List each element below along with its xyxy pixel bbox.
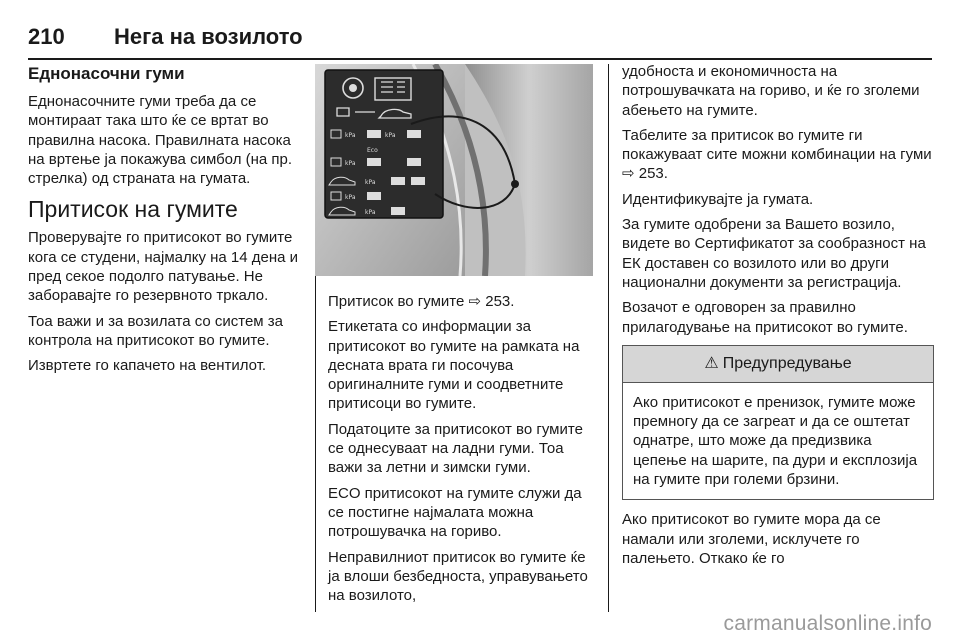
warning-triangle-icon: ⚠ (704, 355, 719, 373)
sticker-unit: kPa (345, 132, 356, 139)
column-divider-right (608, 64, 609, 612)
warning-title: Предупредување (722, 355, 852, 373)
chapter-title: Нега на возилото (114, 24, 303, 49)
paragraph: Возачот е одговорен за правилно прилагодување на притисокот во гумите. (622, 299, 908, 336)
warning-header (623, 346, 933, 383)
paragraph: За гумите одобрени за Вашето возило, видете во Сертификатот за сообразност на ЕК доставен со возилото или во други национални документи за регистрација. (622, 216, 926, 291)
paragraph: Етикетата со информации за притисокот во гумите на рамката на десната врата ги посочува оригиналните гуми и соодветните притисоци во гумите. (328, 318, 580, 413)
sticker-eco-label: Eco (367, 147, 378, 154)
warning-body (623, 383, 933, 499)
paragraph: Еднонасочните гуми треба да се монтираат така што ќе се вртат во правилна насока. Правилната насока на вртење ја покажува симбол (на пр. стрелка) од страната на гумата. (28, 93, 293, 188)
sticker-unit: kPa (385, 132, 396, 139)
paragraph: Идентификувајте ја гумата. (622, 190, 814, 208)
warning-text: Ако притисокот е пренизок, гумите може премногу да се загреат и да се оштетат однатре, што може да предизвика цепење на шарите, па дури и експлозија на гумите при големи брзини. (633, 393, 918, 489)
paragraph: Ако притисокот во гумите мора да се намали или зголеми, исклучете го палењето. Откако ќе го (622, 511, 881, 567)
door-frame-label-illustration (315, 64, 593, 276)
watermark: carmanualsonline.info (723, 612, 932, 635)
column-right (622, 62, 934, 574)
paragraph: Притисок во гумите ⇨ 253. (328, 293, 515, 310)
tyre-pressure-label-photo (315, 64, 593, 276)
section-heading-directional-tyres: Еднонасочни гуми (28, 64, 185, 83)
paragraph: Неправилниот притисок во гумите ќе ја влоши безбедноста, управувањето на возилото, (328, 548, 588, 605)
column-middle (328, 292, 594, 611)
sticker-unit: kPa (365, 209, 376, 216)
page-number: 210 (28, 24, 65, 49)
section-heading-tyre-pressure: Притисок на гумите (28, 196, 238, 223)
page-header (28, 24, 932, 58)
sticker-unit: kPa (345, 194, 356, 201)
tyre-pressure-sticker (325, 70, 443, 218)
sticker-unit: kPa (345, 160, 356, 167)
paragraph: Тоа важи и за возилата со систем за контрола на притисокот во гумите. (28, 312, 284, 349)
sticker-unit: kPa (365, 179, 376, 186)
paragraph: Извртете го капачето на вентилот. (28, 357, 267, 375)
paragraph: Табелите за притисок во гумите ги покажуваат сите можни комбинации на гуми ⇨ 253. (622, 126, 932, 183)
paragraph: ECO притисокот на гумите служи да се постигне најмалата можна потрошувачка на гориво. (328, 484, 582, 541)
paragraph: Податоците за притисокот во гумите се однесуваат на ладни гуми. Тоа важи за летни и зимски гуми. (328, 420, 583, 477)
header-rule (28, 58, 932, 60)
column-left (28, 62, 302, 382)
paragraph: Проверувајте го притисокот во гумите кога се студени, најмалку на 14 дена и пред секое подолго патување. Не заборавајте го резервното тркало. (28, 229, 299, 305)
warning-box (622, 345, 934, 500)
paragraph: удобноста и економичноста на потрошувачката на гориво, и ќе го зголеми абењето на гумите. (622, 63, 920, 119)
